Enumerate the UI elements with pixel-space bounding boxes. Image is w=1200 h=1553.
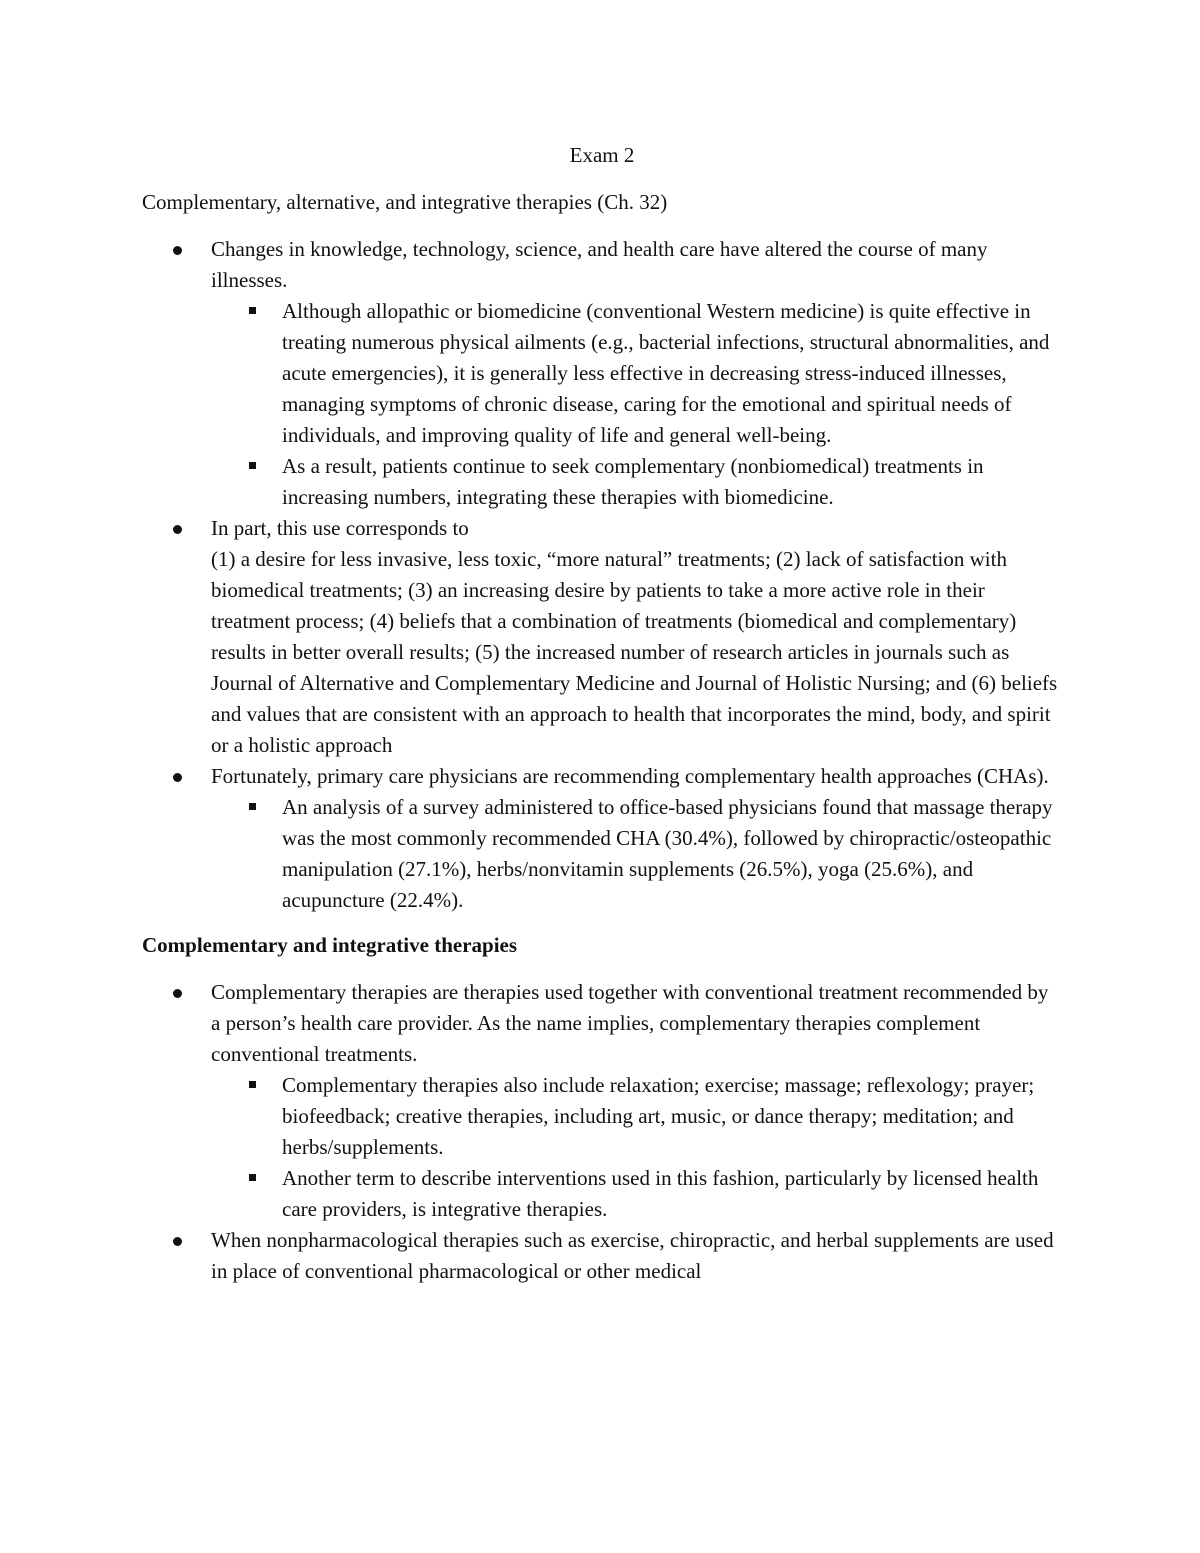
list-item bbox=[142, 1163, 1062, 1225]
list-item bbox=[142, 451, 1062, 513]
section1-list bbox=[142, 234, 1062, 916]
list-item-text: Complementary therapies are therapies used together with conventional treatment recommended by a person’s health care provider. As the name implies, complementary therapies complement conventional treatments. bbox=[211, 980, 1049, 1066]
round-bullet-icon bbox=[173, 773, 182, 782]
list-item bbox=[142, 1225, 1062, 1287]
list-item-text: Another term to describe interventions used in this fashion, particularly by licensed health care providers, is integrative therapies. bbox=[282, 1166, 1039, 1221]
list-item bbox=[142, 513, 1062, 761]
list-item-text: Complementary therapies also include relaxation; exercise; massage; reflexology; prayer; biofeedback; creative therapies, including art, music, or dance therapy; meditation; and herbs/supplements. bbox=[282, 1073, 1035, 1159]
round-bullet-icon bbox=[173, 989, 182, 998]
round-bullet-icon bbox=[173, 525, 182, 534]
list-item-text: Changes in knowledge, technology, science, and health care have altered the course of many illnesses. bbox=[211, 237, 988, 292]
list-item bbox=[142, 761, 1062, 792]
chapter-subtitle: Complementary, alternative, and integrative therapies (Ch. 32) bbox=[142, 190, 668, 214]
list-item bbox=[142, 792, 1062, 916]
round-bullet-icon bbox=[173, 1237, 182, 1246]
list-item bbox=[142, 1070, 1062, 1163]
square-bullet-icon bbox=[249, 803, 256, 810]
list-item-text: In part, this use corresponds to bbox=[211, 516, 469, 540]
list-item-text: When nonpharmacological therapies such as exercise, chiropractic, and herbal supplements are used in place of conventional pharmacological or other medical bbox=[211, 1228, 1054, 1283]
square-bullet-icon bbox=[249, 307, 256, 314]
list-item-text: Although allopathic or biomedicine (conventional Western medicine) is quite effective in treating numerous physical ailments (e.g., bacterial infections, structural abnormalities, and acute emergencies), it is generally less effective in decreasing stress-induced illnesses, managing symptoms of chronic disease, caring for the emotional and spiritual needs of individuals, and improving quality of life and general well-being. bbox=[282, 299, 1050, 447]
document-title: Exam 2 bbox=[569, 143, 635, 167]
document-page bbox=[142, 140, 1062, 1287]
square-bullet-icon bbox=[249, 1081, 256, 1088]
list-item bbox=[142, 296, 1062, 451]
list-item-text: As a result, patients continue to seek complementary (nonbiomedical) treatments in increasing numbers, integrating these therapies with biomedicine. bbox=[282, 454, 984, 509]
section-heading: Complementary and integrative therapies bbox=[142, 933, 518, 957]
round-bullet-icon bbox=[173, 246, 182, 255]
square-bullet-icon bbox=[249, 1174, 256, 1181]
list-item-text: Fortunately, primary care physicians are recommending complementary health approaches (CHAs). bbox=[211, 764, 1049, 788]
list-item bbox=[142, 234, 1062, 296]
list-item bbox=[142, 977, 1062, 1070]
list-item-text: An analysis of a survey administered to office-based physicians found that massage therapy was the most commonly recommended CHA (30.4%), followed by chiropractic/osteopathic manipulation (27.1%), herbs/nonvitamin supplements (26.5%), yoga (25.6%), and acupuncture (22.4%). bbox=[282, 795, 1053, 912]
list-item-text: (1) a desire for less invasive, less toxic, “more natural” treatments; (2) lack of satisfaction with biomedical treatments; (3) an increasing desire by patients to take a more active role in their treatment process; (4) beliefs that a combination of treatments (biomedical and complementary) results in better overall results; (5) the increased number of research articles in journals such as Journal of Alternative and Complementary Medicine and Journal of Holistic Nursing; and (6) beliefs and values that are consistent with an approach to health that incorporates the mind, body, and spirit or a holistic approach bbox=[211, 547, 1058, 757]
square-bullet-icon bbox=[249, 462, 256, 469]
section2-list bbox=[142, 977, 1062, 1287]
